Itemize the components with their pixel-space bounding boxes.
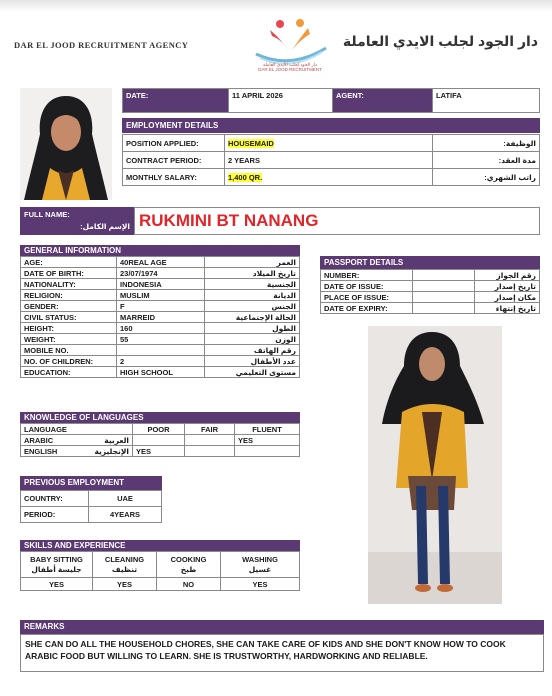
general-info-label: GENDER: [21, 301, 117, 312]
logo-caption-en: DAR EL JOOD RECRUITMENT [258, 67, 322, 72]
skill-cooking-value: NO [157, 578, 221, 591]
skill-label-ar: جليسة أطفال [31, 564, 82, 574]
general-info-row [21, 257, 300, 268]
agency-name-en: DAR EL JOOD RECRUITMENT AGENCY [14, 40, 189, 50]
date-label: DATE: [123, 89, 229, 113]
passport-ar: تاريخ إصدار [475, 281, 540, 292]
skill-label: COOKING [170, 554, 207, 564]
general-info-row [21, 323, 300, 334]
full-name-label-box [20, 207, 134, 235]
passport-row [321, 270, 540, 281]
previous-employment-header: PREVIOUS EMPLOYMENT [20, 476, 162, 490]
skill-label: BABY SITTING [30, 554, 83, 564]
full-body-photo [368, 326, 502, 604]
general-info-ar: الديانة [205, 290, 300, 301]
lang-english-fluent [235, 446, 300, 457]
skill-babysitting [21, 552, 93, 578]
passport-value [413, 303, 475, 314]
general-info-label: MOBILE NO. [21, 345, 117, 356]
lang-row-english [21, 446, 133, 457]
employment-details-header: EMPLOYMENT DETAILS [122, 118, 540, 133]
full-name-value-box [134, 207, 540, 235]
full-name-label: FULL NAME: [24, 210, 70, 219]
general-info-label: EDUCATION: [21, 367, 117, 378]
general-info-ar: رقم الهاتف [205, 345, 300, 356]
general-info-row [21, 345, 300, 356]
general-info-value: 40REAL AGE [117, 257, 205, 268]
general-info-label: DATE OF BIRTH: [21, 268, 117, 279]
date-agent-table [122, 88, 540, 113]
passport-value [413, 292, 475, 303]
skill-label: CLEANING [104, 554, 145, 564]
skill-label-ar: طبخ [180, 564, 197, 574]
header-shade [0, 0, 552, 12]
lang-row-arabic [21, 435, 133, 446]
languages-table [20, 423, 300, 457]
general-info-value: 160 [117, 323, 205, 334]
contract-period-label: CONTRACT PERIOD: [123, 152, 225, 169]
languages-header: KNOWLEDGE OF LANGUAGES [20, 412, 300, 423]
general-info-value [117, 345, 205, 356]
prev-period-label: PERIOD: [21, 507, 89, 523]
general-info-row [21, 312, 300, 323]
salary-value-text: 1,400 QR. [228, 172, 263, 182]
lang-col-fluent: FLUENT [235, 424, 300, 435]
contract-period-label-ar: مدة العقد: [433, 152, 540, 169]
salary-label: MONTHLY SALARY: [123, 169, 225, 186]
general-info-ar: الجنس [205, 301, 300, 312]
passport-table [320, 269, 540, 314]
skill-cleaning [93, 552, 157, 578]
skill-label: WASHING [242, 554, 278, 564]
logo-caption-ar: دار الجود لجلب الأيدي العاملة [263, 62, 317, 67]
general-info-value: 23/07/1974 [117, 268, 205, 279]
passport-row [321, 303, 540, 314]
skill-washing [221, 552, 300, 578]
passport-value [413, 281, 475, 292]
prev-country-value: UAE [89, 491, 162, 507]
employment-details-table [122, 134, 540, 186]
general-info-label: NO. OF CHILDREN: [21, 356, 117, 367]
position-value [225, 135, 433, 152]
general-info-header: GENERAL INFORMATION [20, 245, 300, 256]
lang-name-ar: العربية [104, 435, 129, 445]
general-info-row [21, 290, 300, 301]
passport-label: DATE OF ISSUE: [321, 281, 413, 292]
general-info-value: F [117, 301, 205, 312]
skills-table [20, 551, 300, 591]
general-info-label: AGE: [21, 257, 117, 268]
general-info-value: MARREID [117, 312, 205, 323]
general-info-row [21, 356, 300, 367]
general-info-row [21, 334, 300, 345]
passport-value [413, 270, 475, 281]
general-info-label: NATIONALITY: [21, 279, 117, 290]
general-info-table [20, 256, 300, 378]
salary-label-ar: راتب الشهري: [433, 169, 540, 186]
remarks-text: SHE CAN DO ALL THE HOUSEHOLD CHORES, SHE CAN TAKE CARE OF KIDS AND SHE DON'T KNOW HOW TO COOK ARABIC FOOD BUT WILLING TO LEARN. SHE IS TRUSTWORTHY, HARDWORKING AND RELIABLE. [20, 634, 544, 672]
date-value: 11 APRIL 2026 [229, 89, 333, 113]
general-info-ar: الطول [205, 323, 300, 334]
lang-arabic-fair [185, 435, 235, 446]
general-info-label: CIVIL STATUS: [21, 312, 117, 323]
general-info-label: RELIGION: [21, 290, 117, 301]
passport-label: NUMBER: [321, 270, 413, 281]
general-info-value: HIGH SCHOOL [117, 367, 205, 378]
passport-header: PASSPORT DETAILS [320, 256, 540, 269]
lang-name: ENGLISH [24, 446, 58, 456]
general-info-ar: تاريخ الميلاد [205, 268, 300, 279]
skill-label-ar: غسيل [248, 564, 272, 574]
lang-english-fair [185, 446, 235, 457]
lang-arabic-poor [133, 435, 185, 446]
general-info-row [21, 279, 300, 290]
full-name-value: RUKMINI BT NANANG [139, 211, 319, 230]
skill-label-ar: تنظيف [111, 564, 138, 574]
lang-col-language: LANGUAGE [21, 424, 133, 435]
general-info-row [21, 268, 300, 279]
general-info-value: MUSLIM [117, 290, 205, 301]
skill-washing-value: YES [221, 578, 300, 591]
skill-cooking [157, 552, 221, 578]
prev-period-value: 4YEARS [89, 507, 162, 523]
passport-ar: مكان إصدار [475, 292, 540, 303]
position-label-ar: الوظيفة: [433, 135, 540, 152]
lang-arabic-fluent: YES [235, 435, 300, 446]
passport-row [321, 292, 540, 303]
lang-english-poor: YES [133, 446, 185, 457]
lang-name: ARABIC [24, 435, 54, 445]
passport-row [321, 281, 540, 292]
agency-name-ar: دار الجود لجلب الايدي العاملة [342, 33, 538, 49]
salary-value [225, 169, 433, 186]
general-info-row [21, 301, 300, 312]
contract-period-value: 2 YEARS [225, 152, 433, 169]
lang-col-fair: FAIR [185, 424, 235, 435]
portrait-photo [20, 88, 112, 200]
prev-country-label: COUNTRY: [21, 491, 89, 507]
general-info-value: INDONESIA [117, 279, 205, 290]
lang-name-ar: الإنجليزية [94, 446, 129, 456]
general-info-value: 2 [117, 356, 205, 367]
position-value-text: HOUSEMAID [228, 138, 274, 148]
previous-employment-table [20, 490, 162, 523]
general-info-ar: مستوى التعليمي [205, 367, 300, 378]
logo-caption [240, 62, 340, 72]
general-info-label: HEIGHT: [21, 323, 117, 334]
lang-col-poor: POOR [133, 424, 185, 435]
agent-label: AGENT: [333, 89, 433, 113]
general-info-value: 55 [117, 334, 205, 345]
remarks-header: REMARKS [20, 620, 544, 634]
general-info-ar: الجنسية [205, 279, 300, 290]
general-info-ar: الحالة الإجتماعية [205, 312, 300, 323]
passport-label: DATE OF EXPIRY: [321, 303, 413, 314]
agent-value: LATIFA [433, 89, 540, 113]
skill-cleaning-value: YES [93, 578, 157, 591]
general-info-label: WEIGHT: [21, 334, 117, 345]
general-info-row [21, 367, 300, 378]
general-info-ar: العمر [205, 257, 300, 268]
passport-ar: تاريخ إنتهاء [475, 303, 540, 314]
general-info-ar: الوزن [205, 334, 300, 345]
skills-header: SKILLS AND EXPERIENCE [20, 540, 300, 551]
full-name-label-ar: الإسم الكامل: [80, 222, 130, 231]
passport-label: PLACE OF ISSUE: [321, 292, 413, 303]
position-label: POSITION APPLIED: [123, 135, 225, 152]
passport-ar: رقم الجواز [475, 270, 540, 281]
skill-babysitting-value: YES [21, 578, 93, 591]
general-info-ar: عدد الأطفال [205, 356, 300, 367]
